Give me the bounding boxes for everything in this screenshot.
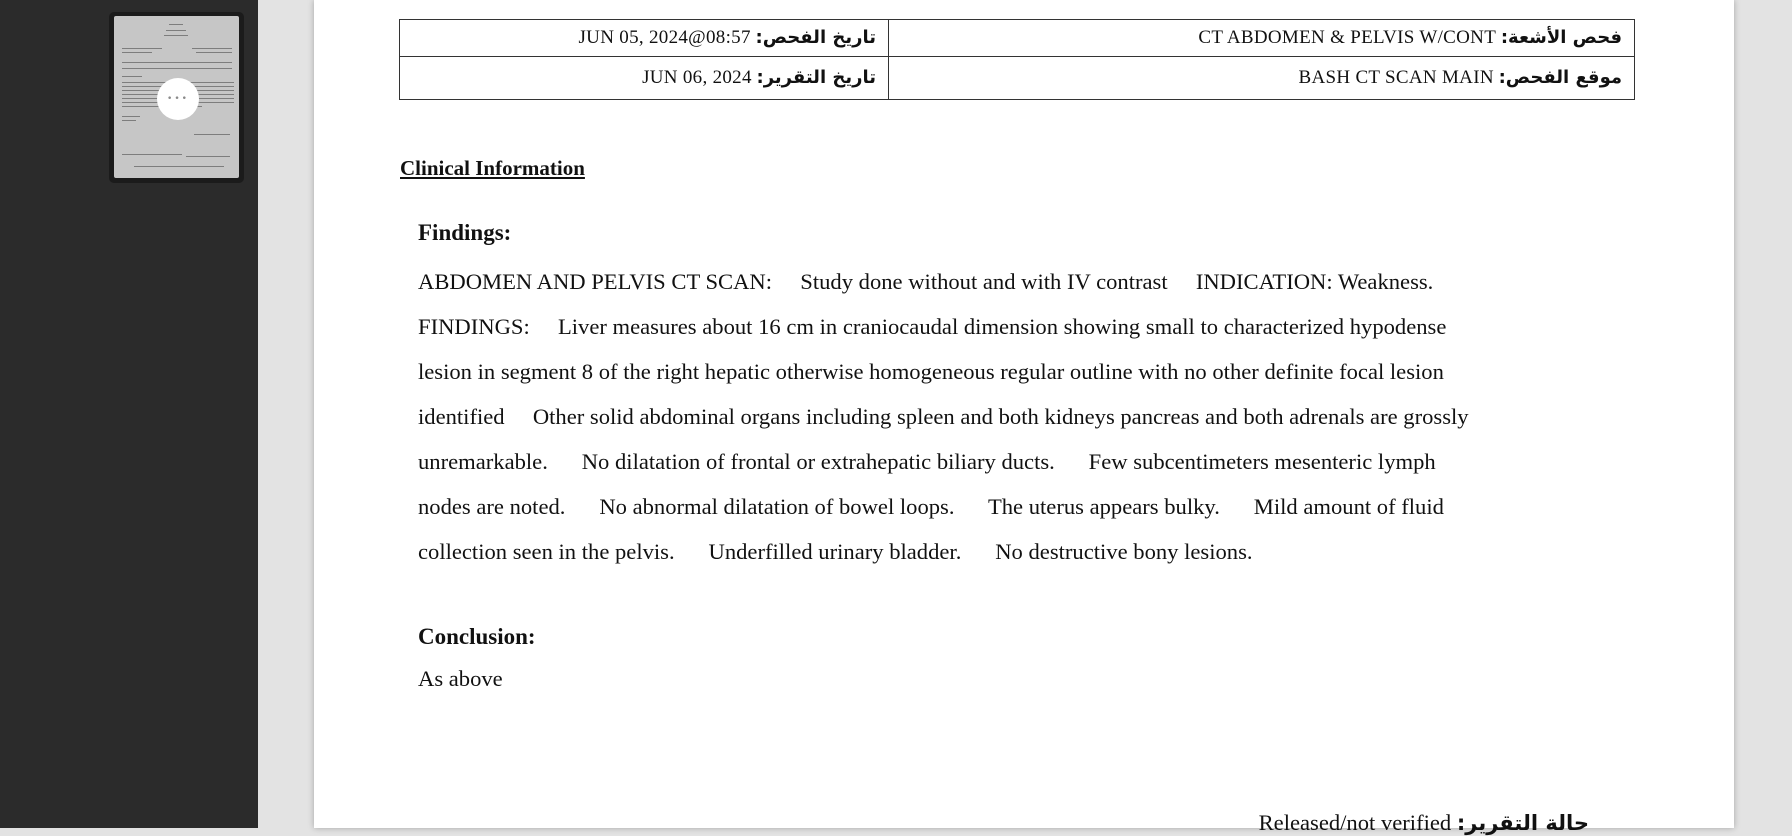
page-thumbnail-image bbox=[114, 16, 239, 178]
exam-location-cell bbox=[889, 57, 1635, 100]
section-heading: Clinical Information bbox=[400, 156, 585, 180]
findings-text: ABDOMEN AND PELVIS CT SCAN: Study done without and with IV contrast INDICATION: Weakness. FINDINGS: Liver measures about 16 cm in craniocaudal dimension showing small to characterized hypodense lesion in segment 8 of the right hepatic otherwise homogeneous regular outline with no other definite focal lesion identified Other solid abdominal organs including spleen and both kidneys pancreas and both adrenals are grossly unremarkable. No dilatation of frontal or extrahepatic biliary ducts. Few subcentimeters mesenteric lymph nodes are noted. No abnormal dilatation of bowel loops. The uterus appears bulky. Mild amount of fluid collection seen in the pelvis. Underfilled urinary bladder. No destructive bony lesions. bbox=[418, 269, 1469, 564]
findings-heading: Findings: bbox=[418, 220, 512, 245]
report-status bbox=[1259, 810, 1589, 836]
table-row bbox=[400, 20, 1635, 57]
exam-name-cell bbox=[889, 20, 1635, 57]
thumbnail-more-options-button[interactable] bbox=[157, 78, 199, 120]
exam-location-label: موقع الفحص: bbox=[1498, 67, 1622, 88]
exam-name-label: فحص الأشعة: bbox=[1500, 27, 1622, 48]
report-date-label: تاريخ التقرير: bbox=[756, 67, 876, 88]
table-row bbox=[400, 57, 1635, 100]
report-status-label: حالة التقرير: bbox=[1456, 811, 1589, 835]
conclusion-heading: Conclusion: bbox=[418, 624, 536, 649]
page-thumbnail[interactable] bbox=[109, 12, 244, 183]
exam-date-label: تاريخ الفحص: bbox=[755, 27, 876, 48]
exam-date-cell bbox=[400, 20, 889, 57]
report-header-table bbox=[399, 19, 1635, 100]
more-options-icon: ••• bbox=[167, 94, 189, 104]
exam-name-value: CT ABDOMEN & PELVIS W/CONT bbox=[1198, 27, 1497, 48]
report-date-value: JUN 06, 2024 bbox=[642, 67, 752, 88]
conclusion-text: As above bbox=[418, 666, 503, 691]
thumbnail-sidebar bbox=[0, 0, 258, 828]
document-page bbox=[314, 0, 1734, 835]
report-date-cell bbox=[400, 57, 889, 100]
report-status-value: Released/not verified bbox=[1258, 810, 1452, 835]
exam-location-value: BASH CT SCAN MAIN bbox=[1298, 67, 1494, 88]
exam-date-value: JUN 05, 2024@08:57 bbox=[578, 27, 751, 48]
